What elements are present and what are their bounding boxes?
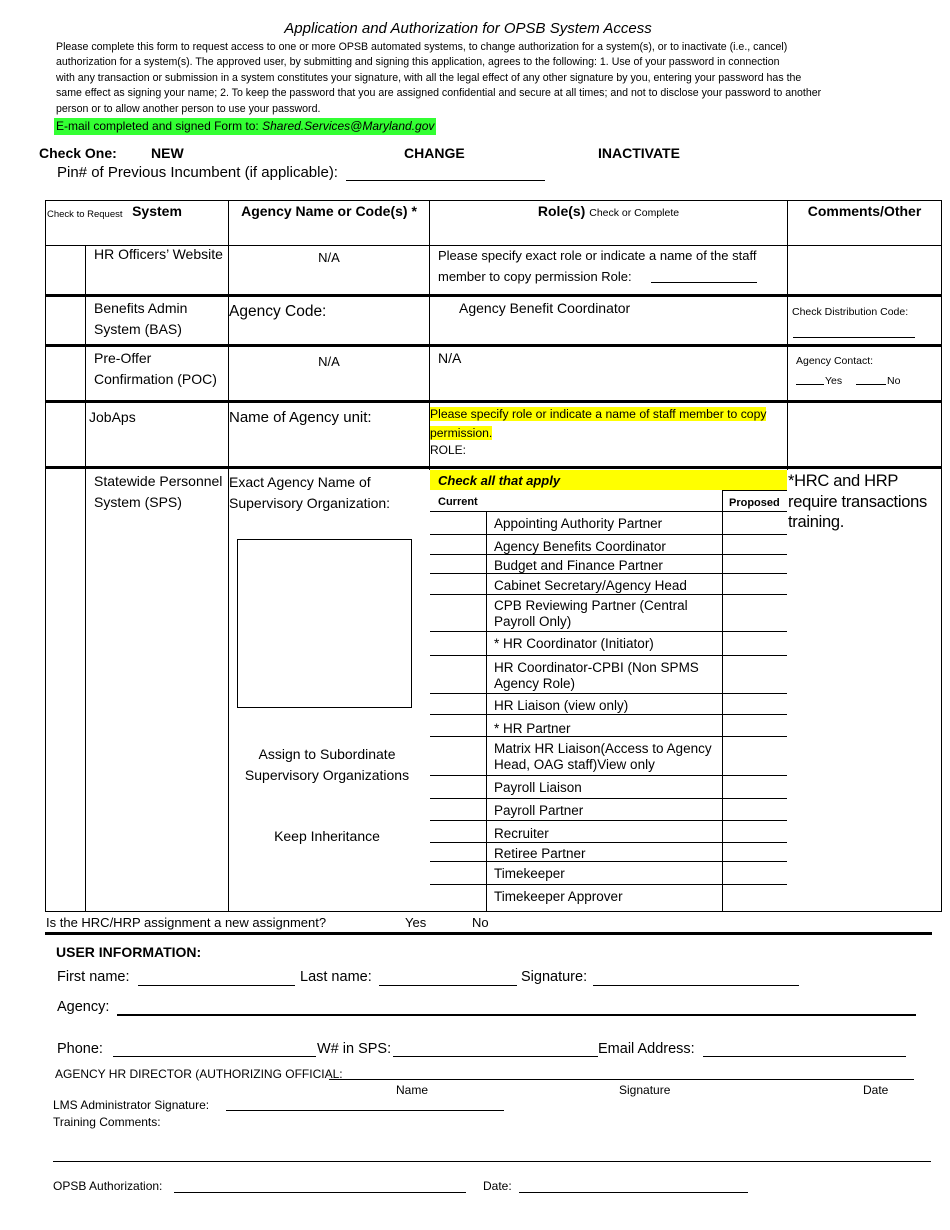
signature-input[interactable] — [593, 985, 799, 986]
intro-text — [56, 40, 886, 117]
current-header: Current — [438, 496, 478, 508]
intro-line: with any transaction or submission in a system constitutes your signature, with all the legal effect of any other signature by you, entering your password has the — [56, 71, 802, 84]
grid-line — [430, 534, 787, 535]
supervisory-org-box[interactable] — [237, 539, 412, 708]
row-border — [45, 294, 942, 297]
opsb-label: OPSB Authorization: — [53, 1179, 163, 1193]
sps-role[interactable]: * HR Partner — [494, 721, 571, 736]
director-signature-caption: Signature — [619, 1083, 671, 1097]
system-poc: Pre-Offer Confirmation (POC) — [94, 350, 217, 387]
sps-comment: *HRC and HRP require transactions training. — [788, 472, 927, 531]
sps-role[interactable]: * HR Coordinator (Initiator) — [494, 636, 654, 651]
grid-line — [430, 861, 787, 862]
sps-role[interactable]: Timekeeper Approver — [494, 889, 623, 904]
grid-line — [430, 736, 787, 737]
sps-role[interactable]: Timekeeper — [494, 866, 565, 881]
poc-yes: Yes — [825, 375, 843, 387]
hrc-yes[interactable]: Yes — [405, 915, 427, 930]
form-title: Application and Authorization for OPSB System Access — [284, 20, 652, 37]
agency-input[interactable] — [117, 1014, 916, 1016]
header-role-sub: Check or Complete — [589, 207, 680, 219]
email-label: E-mail completed and signed Form to: — [56, 119, 259, 133]
user-info-heading: USER INFORMATION: — [56, 944, 202, 960]
sps-role[interactable]: Budget and Finance Partner — [494, 558, 663, 573]
grid-line — [430, 884, 787, 885]
last-name-label: Last name: — [300, 969, 372, 985]
first-name-label: First name: — [57, 969, 130, 985]
phone-input[interactable] — [113, 1056, 316, 1057]
poc-agency: N/A — [318, 354, 340, 369]
sps-role[interactable]: Appointing Authority Partner — [494, 516, 663, 531]
sps-role[interactable]: Cabinet Secretary/Agency Head — [494, 578, 687, 593]
opsb-input[interactable] — [174, 1192, 466, 1193]
check-all-label: Check all that apply — [438, 473, 561, 488]
first-name-input[interactable] — [138, 985, 295, 986]
hr-role-text: Please specify exact role or indicate a name of the staff member to copy permission Role: — [438, 248, 757, 284]
grid-line — [430, 820, 787, 821]
hr-agency: N/A — [318, 250, 340, 265]
system-jobaps: JobAps — [89, 409, 136, 425]
check-new[interactable]: NEW — [151, 145, 184, 161]
lms-label: LMS Administrator Signature: — [53, 1098, 210, 1112]
hrc-question: Is the HRC/HRP assignment a new assignment? — [46, 915, 327, 930]
w-number-label: W# in SPS: — [317, 1041, 392, 1057]
sps-agency: Exact Agency Name of Supervisory Organization: — [229, 474, 391, 511]
training-label: Training Comments: — [53, 1115, 161, 1129]
jobaps-role-label: ROLE: — [430, 443, 467, 457]
hr-role-input[interactable] — [651, 282, 757, 283]
director-date-caption: Date — [863, 1083, 889, 1097]
last-name-input[interactable] — [379, 985, 517, 986]
poc-no-input[interactable] — [856, 384, 886, 385]
bas-agency: Agency Code: — [229, 303, 327, 320]
grid-line — [430, 511, 787, 512]
pin-label: Pin# of Previous Incumbent (if applicable): — [57, 164, 338, 181]
sps-role[interactable]: Payroll Liaison — [494, 780, 582, 795]
hrc-no[interactable]: No — [472, 915, 489, 930]
sps-role[interactable]: CPB Reviewing Partner (Central Payroll Only) — [494, 598, 688, 629]
system-sps: Statewide Personnel System (SPS) — [94, 473, 223, 510]
sps-role[interactable]: Agency Benefits Coordinator — [494, 539, 666, 554]
bas-role[interactable]: Agency Benefit Coordinator — [459, 300, 631, 316]
grid-line — [430, 842, 787, 843]
system-hr-officers: HR Officers’ Website — [94, 246, 223, 262]
grid-line — [430, 631, 787, 632]
grid-line — [430, 594, 787, 595]
opsb-date-label: Date: — [483, 1179, 512, 1193]
header-agency: Agency Name or Code(s) * — [241, 203, 417, 219]
distribution-code-input[interactable] — [793, 337, 915, 338]
email-instruction — [54, 118, 436, 135]
email-input[interactable] — [703, 1056, 906, 1057]
check-change[interactable]: CHANGE — [404, 145, 465, 161]
director-name-caption: Name — [396, 1083, 429, 1097]
sps-role[interactable]: Recruiter — [494, 826, 549, 841]
intro-line: authorization for a system(s). The approved user, by submitting and signing this application, agrees to the following: 1. Use of your password in connection — [56, 56, 780, 69]
check-inactivate[interactable]: INACTIVATE — [598, 145, 680, 161]
header-role — [430, 201, 787, 224]
grid-line — [722, 490, 787, 491]
header-check: Check to Request — [47, 209, 123, 220]
grid-line — [430, 798, 787, 799]
sps-assign[interactable]: Assign to Subordinate Supervisory Organizations — [244, 746, 410, 783]
table-left-border — [45, 200, 46, 912]
poc-role: N/A — [438, 350, 462, 366]
opsb-date-input[interactable] — [519, 1192, 748, 1193]
training-comments-line[interactable] — [53, 1161, 931, 1162]
header-comments: Comments/Other — [807, 203, 922, 219]
table-divider — [787, 200, 788, 470]
sps-role[interactable]: Retiree Partner — [494, 846, 586, 861]
table-right-border — [941, 200, 942, 912]
row-border — [45, 466, 942, 469]
w-number-input[interactable] — [393, 1056, 598, 1057]
pin-input[interactable] — [346, 180, 545, 181]
system-bas: Benefits Admin System (BAS) — [94, 300, 188, 337]
lms-input[interactable] — [226, 1110, 504, 1111]
proposed-header: Proposed — [729, 497, 780, 509]
jobaps-role-text: Please specify role or indicate a name of staff member to copy permission. — [430, 407, 767, 440]
sps-role[interactable]: HR Coordinator-CPBI (Non SPMS Agency Role) — [494, 660, 699, 691]
intro-line: person or to allow another person to use your password. — [56, 102, 321, 115]
grid-line — [430, 655, 787, 656]
header-system: System — [132, 203, 182, 219]
row-border — [45, 400, 942, 403]
sps-role[interactable]: HR Liaison (view only) — [494, 698, 629, 713]
intro-line: same effect as signing your name; 2. To keep the password that you are assigned confidential and secure at all times; and not to disclose your password to another — [56, 87, 822, 100]
bas-comment: Check Distribution Code: — [792, 306, 909, 318]
grid-line — [430, 693, 787, 694]
email-link[interactable]: Shared.Services@Maryland.gov — [262, 119, 435, 133]
poc-comment: Agency Contact: — [796, 355, 874, 367]
sps-role[interactable]: Payroll Partner — [494, 803, 584, 818]
sps-role[interactable]: Matrix HR Liaison(Access to Agency Head, OAG staff)View only — [494, 741, 712, 772]
row-border — [45, 344, 942, 347]
jobaps-role-block — [430, 405, 787, 443]
phone-label: Phone: — [57, 1041, 103, 1057]
poc-no: No — [887, 375, 901, 387]
director-label: AGENCY HR DIRECTOR (AUTHORIZING OFFICIAL: — [55, 1067, 343, 1081]
agency-label: Agency: — [57, 999, 110, 1015]
check-one-label: Check One: — [39, 145, 117, 161]
sps-keep[interactable]: Keep Inheritance — [274, 828, 380, 844]
grid-line — [430, 714, 787, 715]
header-role-label: Role(s) — [537, 203, 586, 219]
intro-line: Please complete this form to request access to one or more OPSB automated systems, to change authorization for a system(s), or to inactivate (i.e., cancel) — [56, 41, 788, 53]
poc-yes-input[interactable] — [796, 384, 824, 385]
grid-line — [486, 511, 487, 911]
grid-line — [430, 775, 787, 776]
jobaps-agency: Name of Agency unit: — [229, 409, 372, 426]
email-label: Email Address: — [598, 1041, 695, 1057]
signature-label: Signature: — [521, 969, 588, 985]
